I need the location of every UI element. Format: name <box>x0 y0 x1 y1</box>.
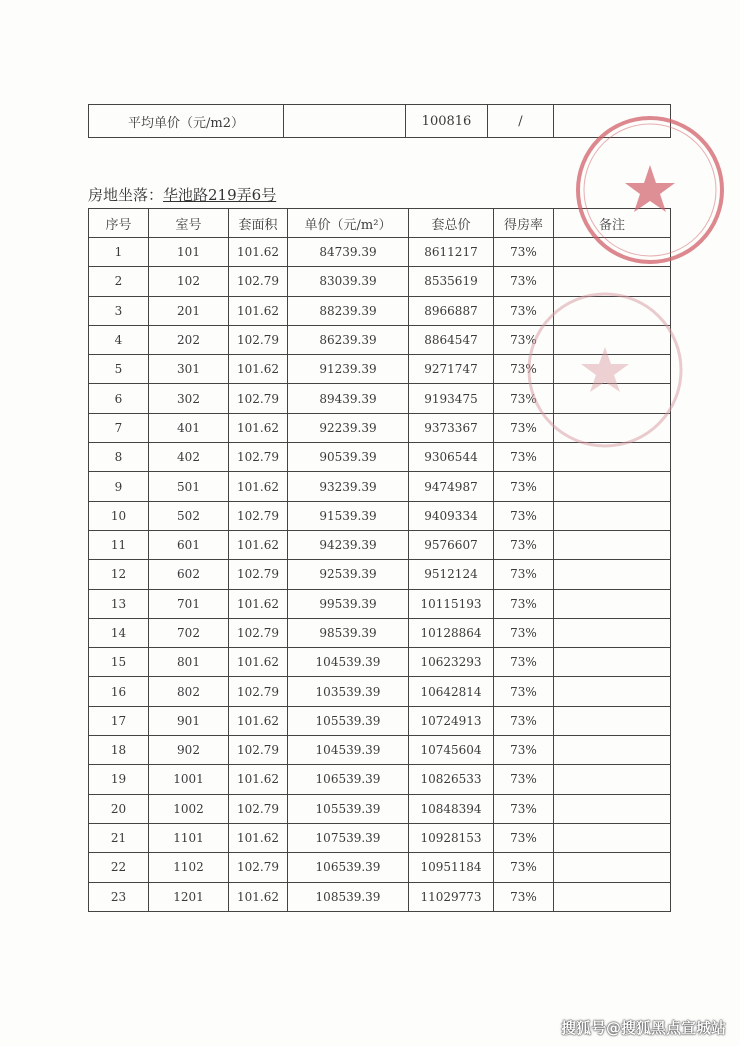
average-price-label: 平均单价（元/m2） <box>89 105 284 138</box>
table-row <box>89 560 671 589</box>
efficiency-rate-cell: 73% <box>494 736 554 765</box>
efficiency-rate-cell: 73% <box>494 618 554 647</box>
remarks-cell <box>554 472 671 501</box>
table-row <box>89 853 671 882</box>
efficiency-rate-cell: 73% <box>494 267 554 296</box>
unit-area-cell: 101.62 <box>229 589 288 618</box>
row-index-cell: 21 <box>89 823 149 852</box>
remarks-cell <box>554 267 671 296</box>
row-index-cell: 2 <box>89 267 149 296</box>
unit-area-cell: 102.79 <box>229 736 288 765</box>
unit-price-cell: 107539.39 <box>288 823 409 852</box>
total-price-cell: 10928153 <box>409 823 494 852</box>
efficiency-rate-cell: 73% <box>494 530 554 559</box>
unit-price-cell: 104539.39 <box>288 648 409 677</box>
property-location <box>88 184 276 205</box>
unit-price-cell: 91239.39 <box>288 355 409 384</box>
unit-area-cell: 101.62 <box>229 296 288 325</box>
table-row <box>89 238 671 267</box>
efficiency-rate-cell: 73% <box>494 413 554 442</box>
efficiency-rate-cell: 73% <box>494 443 554 472</box>
remarks-cell <box>554 882 671 911</box>
remarks-cell <box>554 853 671 882</box>
column-header: 套面积 <box>229 209 288 238</box>
unit-area-cell: 101.62 <box>229 238 288 267</box>
remarks-cell <box>554 736 671 765</box>
total-price-cell: 8535619 <box>409 267 494 296</box>
unit-price-cell: 106539.39 <box>288 853 409 882</box>
room-number-cell: 102 <box>149 267 229 296</box>
unit-price-cell: 99539.39 <box>288 589 409 618</box>
room-number-cell: 402 <box>149 443 229 472</box>
empty-cell <box>554 105 671 138</box>
remarks-cell <box>554 618 671 647</box>
row-index-cell: 16 <box>89 677 149 706</box>
remarks-cell <box>554 530 671 559</box>
efficiency-rate-cell: 73% <box>494 794 554 823</box>
remarks-cell <box>554 648 671 677</box>
room-number-cell: 901 <box>149 706 229 735</box>
unit-area-cell: 101.62 <box>229 530 288 559</box>
unit-area-cell: 101.62 <box>229 472 288 501</box>
efficiency-rate-cell: 73% <box>494 648 554 677</box>
room-number-cell: 101 <box>149 238 229 267</box>
unit-price-cell: 92539.39 <box>288 560 409 589</box>
total-price-cell: 9474987 <box>409 472 494 501</box>
table-row <box>89 618 671 647</box>
room-number-cell: 401 <box>149 413 229 442</box>
average-price-table <box>88 104 671 138</box>
room-number-cell: 602 <box>149 560 229 589</box>
average-price-row <box>89 105 671 138</box>
unit-price-cell: 93239.39 <box>288 472 409 501</box>
unit-price-cell: 84739.39 <box>288 238 409 267</box>
total-price-cell: 10115193 <box>409 589 494 618</box>
row-index-cell: 22 <box>89 853 149 882</box>
room-number-cell: 302 <box>149 384 229 413</box>
efficiency-rate-cell: 73% <box>494 472 554 501</box>
room-number-cell: 701 <box>149 589 229 618</box>
table-row <box>89 296 671 325</box>
total-price-cell: 10642814 <box>409 677 494 706</box>
remarks-cell <box>554 589 671 618</box>
average-ratio: / <box>488 105 554 138</box>
efficiency-rate-cell: 73% <box>494 325 554 354</box>
column-header: 得房率 <box>494 209 554 238</box>
unit-price-cell: 108539.39 <box>288 882 409 911</box>
remarks-cell <box>554 794 671 823</box>
row-index-cell: 19 <box>89 765 149 794</box>
unit-area-cell: 102.79 <box>229 443 288 472</box>
total-price-cell: 9271747 <box>409 355 494 384</box>
efficiency-rate-cell: 73% <box>494 823 554 852</box>
remarks-cell <box>554 765 671 794</box>
remarks-cell <box>554 384 671 413</box>
row-index-cell: 14 <box>89 618 149 647</box>
total-price-cell: 10128864 <box>409 618 494 647</box>
unit-price-table <box>88 208 671 912</box>
efficiency-rate-cell: 73% <box>494 765 554 794</box>
column-header: 序号 <box>89 209 149 238</box>
unit-area-cell: 101.62 <box>229 413 288 442</box>
unit-price-cell: 94239.39 <box>288 530 409 559</box>
unit-price-cell: 83039.39 <box>288 267 409 296</box>
row-index-cell: 17 <box>89 706 149 735</box>
unit-area-cell: 102.79 <box>229 384 288 413</box>
row-index-cell: 7 <box>89 413 149 442</box>
table-row <box>89 267 671 296</box>
empty-cell <box>284 105 406 138</box>
row-index-cell: 13 <box>89 589 149 618</box>
unit-area-cell: 101.62 <box>229 823 288 852</box>
row-index-cell: 8 <box>89 443 149 472</box>
total-price-cell: 10826533 <box>409 765 494 794</box>
column-header: 单价（元/m²） <box>288 209 409 238</box>
total-price-cell: 9193475 <box>409 384 494 413</box>
row-index-cell: 1 <box>89 238 149 267</box>
total-price-cell: 9512124 <box>409 560 494 589</box>
watermark: 搜狐号@搜狐黑点宣城站 <box>560 1019 726 1037</box>
room-number-cell: 501 <box>149 472 229 501</box>
unit-price-cell: 90539.39 <box>288 443 409 472</box>
unit-area-cell: 102.79 <box>229 267 288 296</box>
column-header: 套总价 <box>409 209 494 238</box>
unit-area-cell: 102.79 <box>229 560 288 589</box>
efficiency-rate-cell: 73% <box>494 882 554 911</box>
efficiency-rate-cell: 73% <box>494 560 554 589</box>
row-index-cell: 10 <box>89 501 149 530</box>
unit-area-cell: 101.62 <box>229 706 288 735</box>
total-price-cell: 10951184 <box>409 853 494 882</box>
table-row <box>89 413 671 442</box>
remarks-cell <box>554 296 671 325</box>
table-row <box>89 736 671 765</box>
efficiency-rate-cell: 73% <box>494 677 554 706</box>
unit-area-cell: 102.79 <box>229 325 288 354</box>
unit-area-cell: 102.79 <box>229 618 288 647</box>
total-price-cell: 9409334 <box>409 501 494 530</box>
table-row <box>89 765 671 794</box>
room-number-cell: 601 <box>149 530 229 559</box>
table-row <box>89 648 671 677</box>
unit-price-cell: 105539.39 <box>288 794 409 823</box>
unit-price-cell: 91539.39 <box>288 501 409 530</box>
column-header: 备注 <box>554 209 671 238</box>
remarks-cell <box>554 560 671 589</box>
unit-price-cell: 88239.39 <box>288 296 409 325</box>
room-number-cell: 301 <box>149 355 229 384</box>
unit-price-cell: 105539.39 <box>288 706 409 735</box>
efficiency-rate-cell: 73% <box>494 501 554 530</box>
unit-price-cell: 92239.39 <box>288 413 409 442</box>
location-label: 房地坐落： <box>88 186 164 204</box>
efficiency-rate-cell: 73% <box>494 706 554 735</box>
table-row <box>89 443 671 472</box>
table-row <box>89 355 671 384</box>
total-price-cell: 9306544 <box>409 443 494 472</box>
row-index-cell: 3 <box>89 296 149 325</box>
table-row <box>89 384 671 413</box>
row-index-cell: 11 <box>89 530 149 559</box>
total-price-cell: 10724913 <box>409 706 494 735</box>
efficiency-rate-cell: 73% <box>494 853 554 882</box>
room-number-cell: 902 <box>149 736 229 765</box>
row-index-cell: 18 <box>89 736 149 765</box>
unit-area-cell: 102.79 <box>229 853 288 882</box>
remarks-cell <box>554 355 671 384</box>
average-price-value: 100816 <box>406 105 488 138</box>
room-number-cell: 1201 <box>149 882 229 911</box>
row-index-cell: 12 <box>89 560 149 589</box>
remarks-cell <box>554 706 671 735</box>
unit-area-cell: 102.79 <box>229 501 288 530</box>
room-number-cell: 1101 <box>149 823 229 852</box>
efficiency-rate-cell: 73% <box>494 238 554 267</box>
unit-area-cell: 101.62 <box>229 882 288 911</box>
table-row <box>89 706 671 735</box>
room-number-cell: 702 <box>149 618 229 647</box>
location-address: 华池路219弄6号 <box>163 186 277 204</box>
unit-area-cell: 102.79 <box>229 794 288 823</box>
row-index-cell: 23 <box>89 882 149 911</box>
total-price-cell: 8966887 <box>409 296 494 325</box>
table-row <box>89 530 671 559</box>
table-row <box>89 794 671 823</box>
table-row <box>89 677 671 706</box>
table-header <box>89 209 671 238</box>
unit-price-cell: 106539.39 <box>288 765 409 794</box>
remarks-cell <box>554 238 671 267</box>
remarks-cell <box>554 325 671 354</box>
efficiency-rate-cell: 73% <box>494 589 554 618</box>
room-number-cell: 502 <box>149 501 229 530</box>
unit-area-cell: 101.62 <box>229 765 288 794</box>
row-index-cell: 9 <box>89 472 149 501</box>
remarks-cell <box>554 823 671 852</box>
table-row <box>89 823 671 852</box>
efficiency-rate-cell: 73% <box>494 355 554 384</box>
room-number-cell: 801 <box>149 648 229 677</box>
table-row <box>89 472 671 501</box>
row-index-cell: 20 <box>89 794 149 823</box>
efficiency-rate-cell: 73% <box>494 384 554 413</box>
total-price-cell: 8864547 <box>409 325 494 354</box>
table-row <box>89 501 671 530</box>
total-price-cell: 9576607 <box>409 530 494 559</box>
room-number-cell: 201 <box>149 296 229 325</box>
total-price-cell: 8611217 <box>409 238 494 267</box>
total-price-cell: 11029773 <box>409 882 494 911</box>
room-number-cell: 802 <box>149 677 229 706</box>
unit-price-cell: 104539.39 <box>288 736 409 765</box>
table-row <box>89 589 671 618</box>
table-row <box>89 325 671 354</box>
unit-area-cell: 101.62 <box>229 648 288 677</box>
unit-price-cell: 103539.39 <box>288 677 409 706</box>
remarks-cell <box>554 413 671 442</box>
room-number-cell: 1001 <box>149 765 229 794</box>
row-index-cell: 6 <box>89 384 149 413</box>
row-index-cell: 15 <box>89 648 149 677</box>
total-price-cell: 10745604 <box>409 736 494 765</box>
remarks-cell <box>554 443 671 472</box>
column-header: 室号 <box>149 209 229 238</box>
room-number-cell: 1102 <box>149 853 229 882</box>
remarks-cell <box>554 501 671 530</box>
table-row <box>89 882 671 911</box>
row-index-cell: 4 <box>89 325 149 354</box>
unit-area-cell: 101.62 <box>229 355 288 384</box>
unit-price-cell: 89439.39 <box>288 384 409 413</box>
room-number-cell: 1002 <box>149 794 229 823</box>
row-index-cell: 5 <box>89 355 149 384</box>
total-price-cell: 10848394 <box>409 794 494 823</box>
total-price-cell: 9373367 <box>409 413 494 442</box>
total-price-cell: 10623293 <box>409 648 494 677</box>
efficiency-rate-cell: 73% <box>494 296 554 325</box>
room-number-cell: 202 <box>149 325 229 354</box>
remarks-cell <box>554 677 671 706</box>
unit-area-cell: 102.79 <box>229 677 288 706</box>
unit-price-cell: 98539.39 <box>288 618 409 647</box>
unit-price-cell: 86239.39 <box>288 325 409 354</box>
